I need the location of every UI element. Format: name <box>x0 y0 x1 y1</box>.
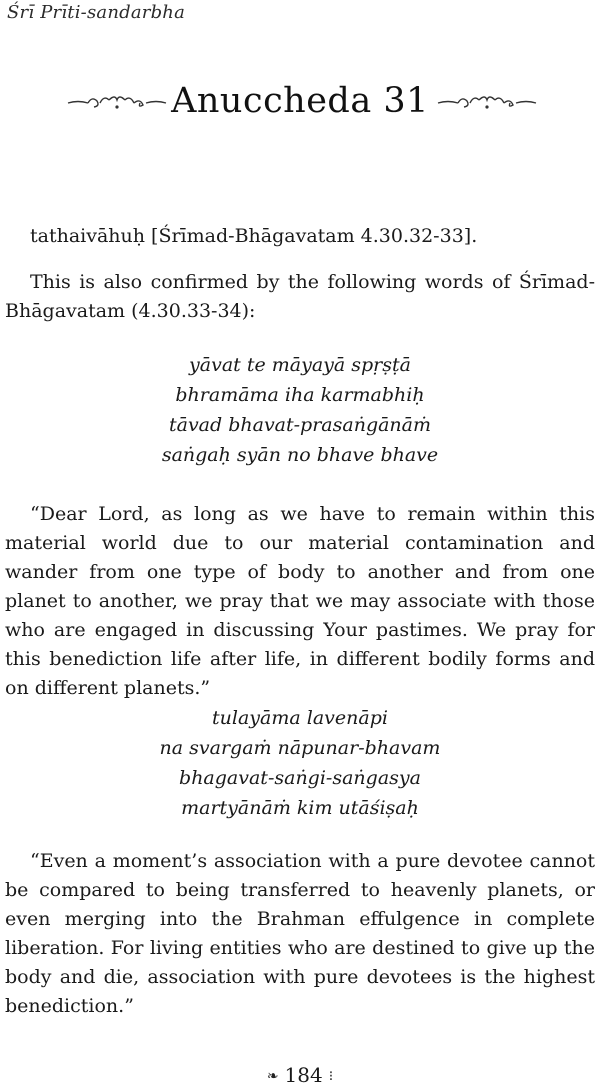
verse-line: bhramāma iha karmabhiḥ <box>175 384 425 406</box>
verse-block-2 <box>0 703 600 823</box>
verse-line: na svargaṁ nāpunar-bhavam <box>159 737 441 759</box>
page-title: Anuccheda 31 <box>171 81 429 121</box>
verse-line: bhagavat-saṅgi-saṅgasya <box>179 767 421 789</box>
leaf-right-icon: ⁝ <box>328 1068 334 1085</box>
page-footer <box>0 1062 600 1090</box>
leaf-left-icon: ❧ <box>266 1068 279 1085</box>
verse-line: saṅgaḥ syān no bhave bhave <box>161 444 439 466</box>
verse-line: yāvat te māyayā spṛṣṭā <box>189 354 411 376</box>
paragraph-translation-1: “Dear Lord, as long as we have to remain within this material world due to our material contamination and wander from one type of body to another and from one planet to another, we pray that we may associate with those who are engaged in discussing Your pastimes. We pray for this benediction life after life, in different bodily forms and on different planets.” <box>5 503 595 699</box>
verse-line: tulayāma lavenāpi <box>212 707 388 729</box>
ornament-right-icon <box>436 90 538 114</box>
paragraph-translation-2: “Even a moment’s association with a pure devotee cannot be compared to being transferred to heavenly planets, or even merging into the Brahman effulgence in complete liberation. For living entities who are destined to give up the body and die, association with pure devotees is the highest benediction.” <box>5 850 595 1017</box>
verse-line: martyānāṁ kim utāśiṣaḥ <box>181 797 419 819</box>
verse-block-1 <box>0 350 600 470</box>
chapter-heading <box>0 78 600 128</box>
running-head: Śrī Prīti-sandarbha <box>7 2 186 23</box>
paragraph-reference: tathaivāhuḥ [Śrīmad-Bhāgavatam 4.30.32-33]. <box>30 225 478 247</box>
verse-line: tāvad bhavat-prasaṅgānāṁ <box>168 414 432 436</box>
page-number: 184 <box>284 1063 323 1087</box>
paragraph-intro: This is also confirmed by the following words of Śrīmad-Bhāgavatam (4.30.33-34): <box>5 271 595 322</box>
